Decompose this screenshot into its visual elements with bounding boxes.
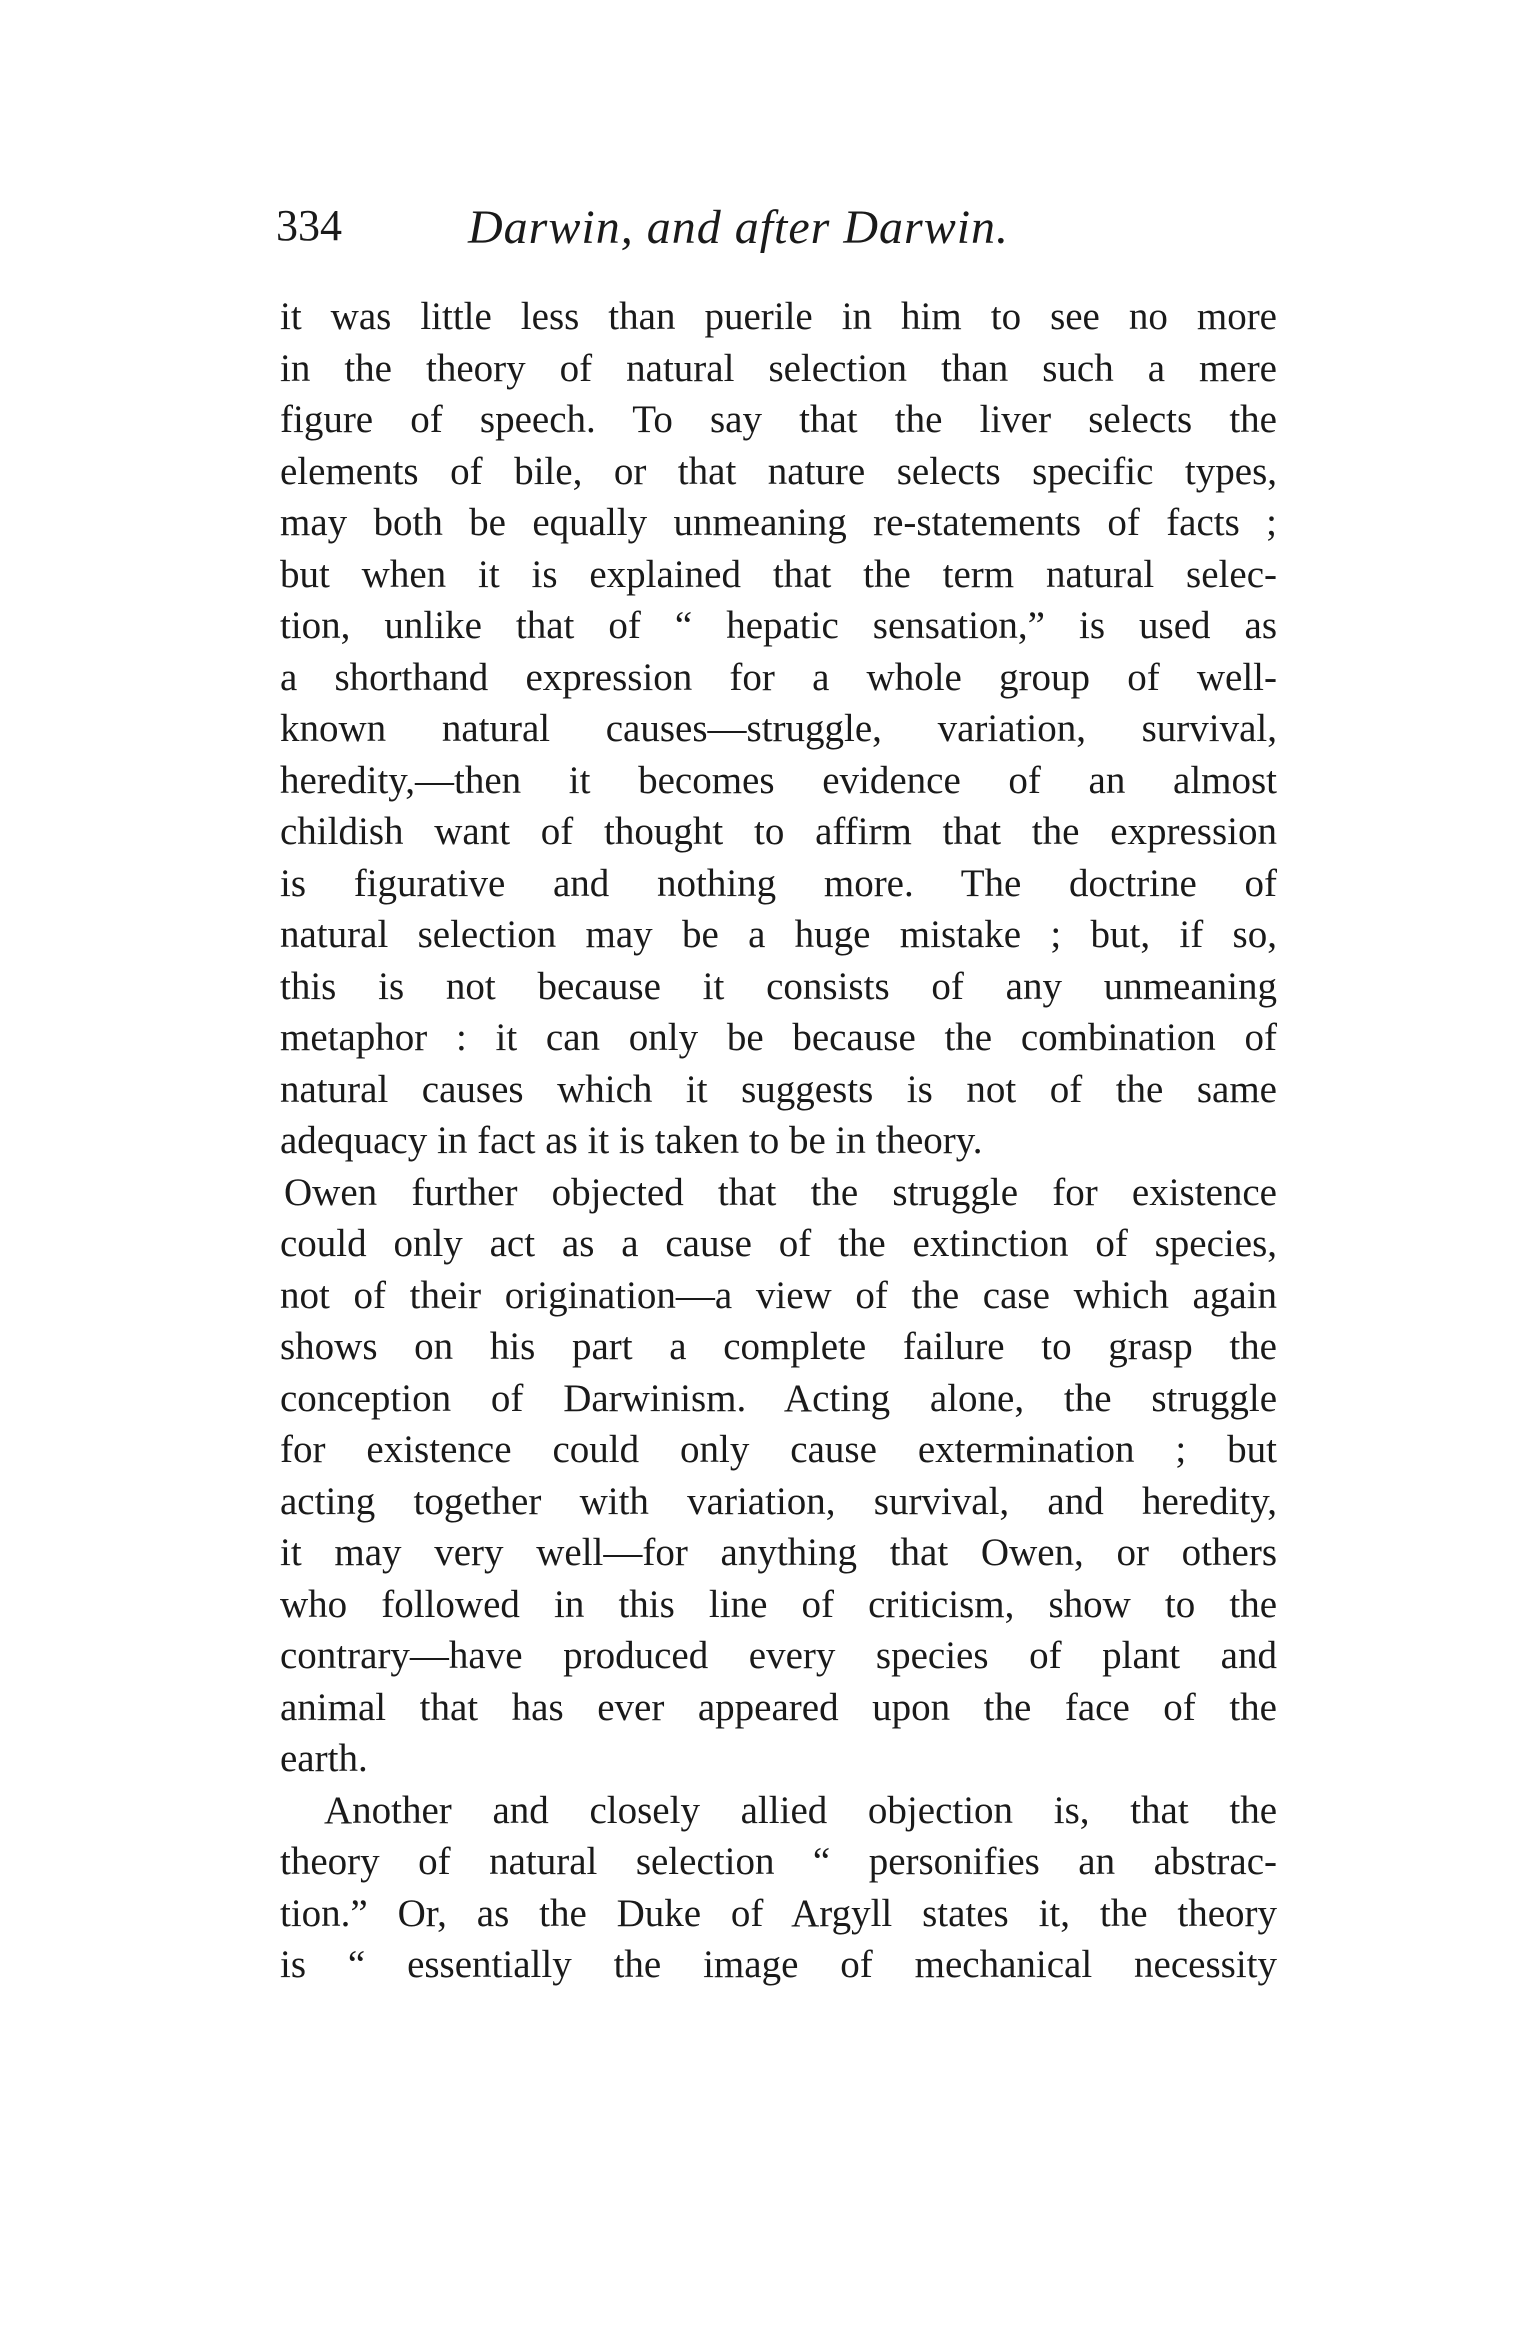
text-line: earth. bbox=[280, 1737, 368, 1780]
text-line: acting together with variation, survival, and heredity, bbox=[280, 1479, 1277, 1523]
text-line: this is not because it consists of any unmeaning bbox=[280, 964, 1277, 1008]
text-line: natural causes which it suggests is not of the same bbox=[280, 1067, 1277, 1111]
text-line: is “ essentially the image of mechanical necessity bbox=[280, 1943, 1277, 1986]
text-line: it may very well—for anything that Owen, or others bbox=[280, 1531, 1277, 1574]
text-line: for existence could only cause extermination ; but bbox=[280, 1428, 1277, 1471]
text-line: in the theory of natural selection than such a mere bbox=[280, 346, 1277, 390]
text-line: metaphor : it can only be because the combination of bbox=[280, 1016, 1277, 1059]
text-line: adequacy in fact as it is taken to be in theory. bbox=[280, 1119, 983, 1162]
text-line: it was little less than puerile in him to see no more bbox=[280, 295, 1277, 338]
text-line: who followed in this line of criticism, show to the bbox=[280, 1582, 1277, 1626]
text-line: but when it is explained that the term natural selec- bbox=[280, 552, 1277, 596]
paragraph bbox=[280, 291, 1277, 1167]
text-line: elements of bile, or that nature selects specific types, bbox=[280, 449, 1277, 493]
paragraph bbox=[280, 1167, 1277, 1785]
text-line: theory of natural selection “ personifies an abstrac- bbox=[280, 1840, 1277, 1883]
text-line: Owen further objected that the struggle for existence bbox=[284, 1170, 1277, 1214]
text-line: contrary—have produced every species of plant and bbox=[280, 1634, 1277, 1677]
text-line: animal that has ever appeared upon the face of the bbox=[280, 1685, 1277, 1729]
text-line: natural selection may be a huge mistake ; but, if so, bbox=[280, 913, 1277, 956]
text-line: not of their origination—a view of the case which again bbox=[280, 1273, 1277, 1317]
text-line: childish want of thought to affirm that the expression bbox=[280, 810, 1277, 853]
running-header bbox=[276, 200, 1286, 264]
text-line: conception of Darwinism. Acting alone, the struggle bbox=[280, 1376, 1277, 1420]
paragraph bbox=[280, 1785, 1277, 1991]
text-line: shows on his part a complete failure to grasp the bbox=[280, 1325, 1277, 1368]
text-line: a shorthand expression for a whole group of well- bbox=[280, 655, 1277, 699]
text-line: tion.” Or, as the Duke of Argyll states it, the theory bbox=[280, 1891, 1277, 1935]
text-line: heredity,—then it becomes evidence of an almost bbox=[280, 758, 1277, 802]
text-line: Another and closely allied objection is, that the bbox=[324, 1788, 1277, 1832]
running-title: Darwin, and after Darwin. bbox=[468, 201, 1010, 254]
page-body bbox=[280, 291, 1277, 1991]
text-line: is figurative and nothing more. The doctrine of bbox=[280, 861, 1277, 905]
text-line: could only act as a cause of the extinction of species, bbox=[280, 1222, 1277, 1265]
page-number: 334 bbox=[276, 201, 342, 250]
text-line: tion, unlike that of “ hepatic sensation,” is used as bbox=[280, 604, 1277, 647]
text-line: figure of speech. To say that the liver selects the bbox=[280, 398, 1277, 441]
text-line: known natural causes—struggle, variation, survival, bbox=[280, 707, 1277, 750]
text-line: may both be equally unmeaning re-statements of facts ; bbox=[280, 501, 1277, 544]
